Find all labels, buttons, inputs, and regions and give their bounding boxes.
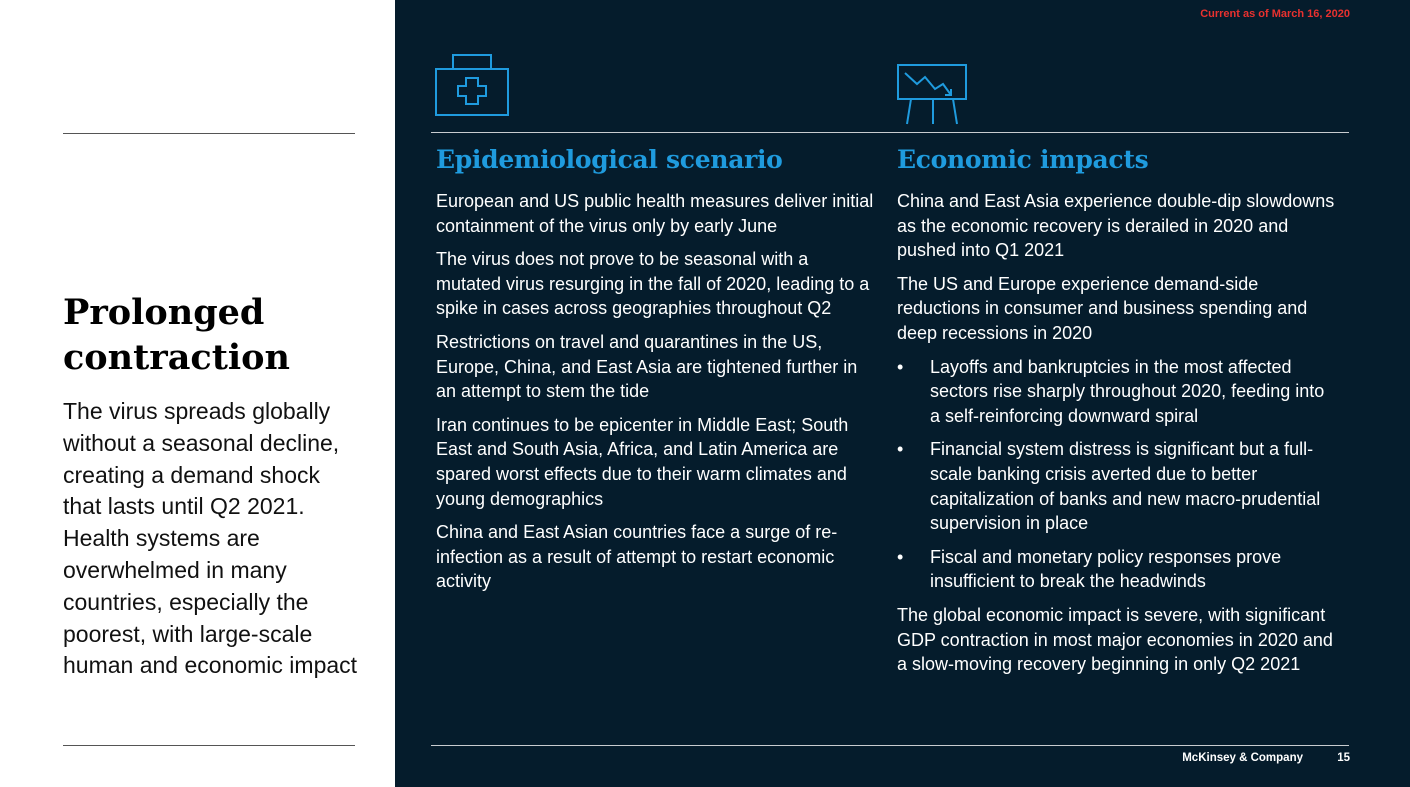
- economic-bullet-text: Fiscal and monetary policy responses prove insufficient to break the headwinds: [930, 546, 1282, 592]
- bullet-icon: •: [897, 439, 904, 460]
- economic-paragraph: The US and Europe experience demand-side reductions in consumer and business spending and deep recessions in 2020: [897, 273, 1308, 343]
- declining-chart-icon: [897, 62, 969, 126]
- epidemiological-paragraph: China and East Asian countries face a surge of re-infection as a result of attempt to restart economic activity: [436, 522, 838, 592]
- economic-column: [897, 143, 1337, 686]
- economic-bullet: [897, 545, 1337, 594]
- current-as-of-note: Current as of March 16, 2020: [1200, 8, 1350, 20]
- economic-title: Economic impacts: [897, 145, 1149, 174]
- economic-bullet: [897, 355, 1337, 429]
- epidemiological-column: [436, 143, 876, 603]
- right-panel: [395, 0, 1410, 787]
- epidemiological-paragraph: Iran continues to be epicenter in Middle East; South East and South Asia, Africa, and Latin America are spared worst effects due to their warm climates and young demographics: [436, 414, 849, 509]
- bullet-icon: •: [897, 356, 904, 377]
- epidemiological-paragraph: European and US public health measures deliver initial containment of the virus only by early June: [436, 191, 874, 236]
- divider-top: [63, 133, 355, 134]
- scenario-description: The virus spreads globally without a seasonal decline, creating a demand shock that lasts until Q2 2021. Health systems are overwhelmed in many countries, especially the poorest, with large-scale human and economic impact: [63, 398, 358, 679]
- epidemiological-paragraph: Restrictions on travel and quarantines in the US, Europe, China, and East Asia are tightened further in an attempt to stem the tide: [436, 331, 858, 402]
- epidemiological-title: Epidemiological scenario: [436, 145, 783, 174]
- scenario-title-line2: contraction: [63, 337, 290, 378]
- economic-bullet: [897, 437, 1337, 535]
- medical-kit-icon: [435, 54, 509, 116]
- economic-closing-paragraph: The global economic impact is severe, with significant GDP contraction in most major economies in 2020 and a slow-moving recovery beginning in only Q2 2021: [897, 604, 1333, 675]
- bullet-icon: •: [897, 546, 904, 567]
- left-panel: [0, 0, 395, 787]
- footer-brand: McKinsey & Company: [1182, 752, 1303, 764]
- epidemiological-paragraph: The virus does not prove to be seasonal with a mutated virus resurging in the fall of 2020, leading to a spike in cases across geographies throughout Q2: [436, 249, 870, 319]
- economic-bullet-text: Financial system distress is significant but a full-scale banking crisis averted due to better capitalization of banks and new macro-prudential supervision in place: [930, 439, 1321, 534]
- section-divider-bottom: [431, 745, 1349, 746]
- divider-bottom: [63, 745, 355, 746]
- scenario-title: [63, 290, 363, 380]
- section-divider-top: [431, 132, 1349, 133]
- scenario-title-line1: Prolonged: [63, 292, 265, 333]
- page-number: 15: [1337, 752, 1350, 764]
- economic-bullet-text: Layoffs and bankruptcies in the most affected sectors rise sharply throughout 2020, feeding into a self-reinforcing downward spiral: [930, 356, 1325, 426]
- economic-paragraph: China and East Asia experience double-dip slowdowns as the economic recovery is derailed in 2020 and pushed into Q1 2021: [897, 191, 1335, 261]
